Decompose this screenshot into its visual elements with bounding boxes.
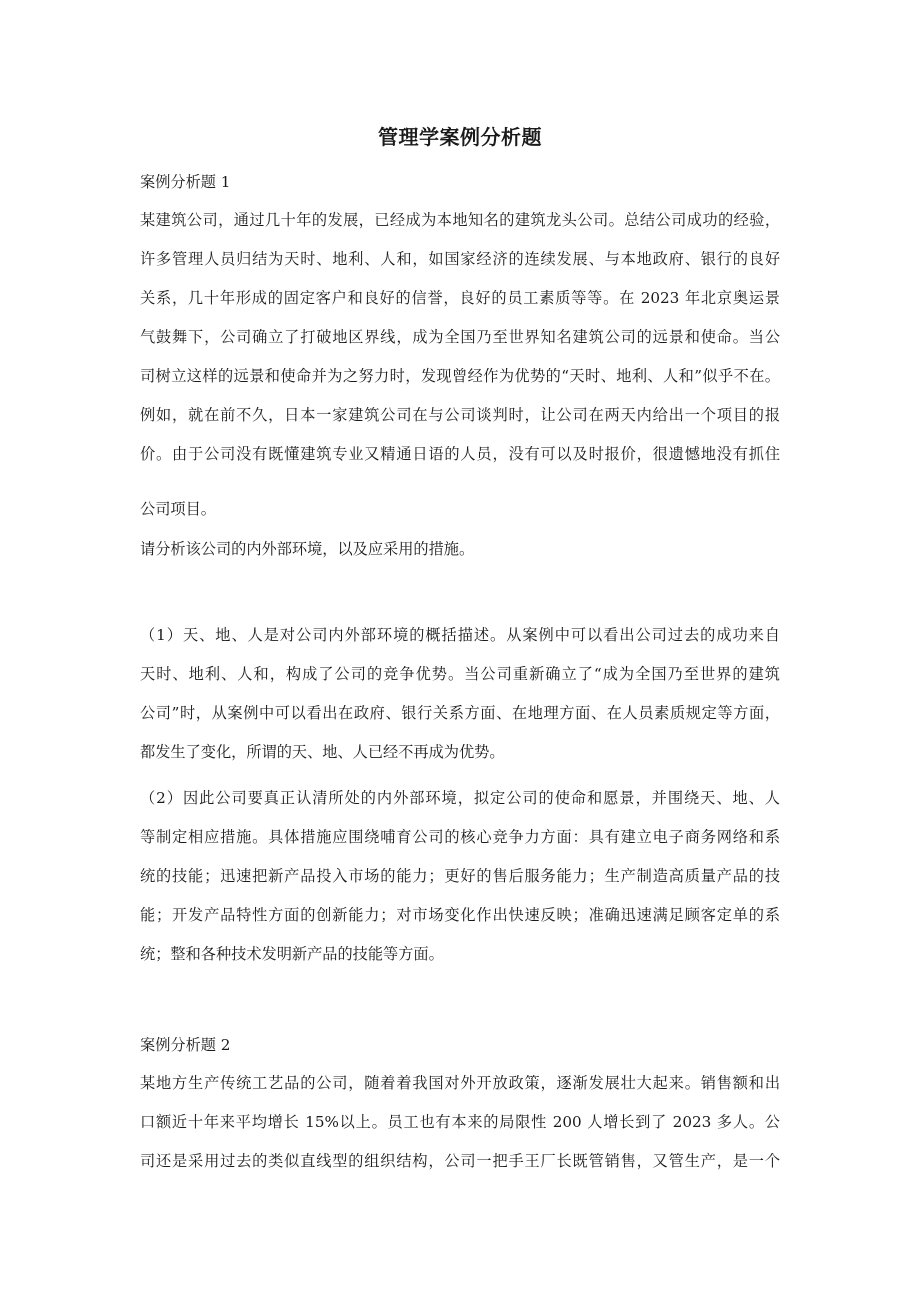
case1-paragraph-line: 气鼓舞下，公司确立了打破地区界线，成为全国乃至世界知名建筑公司的远景和使命。当公 xyxy=(140,328,780,346)
answer2-line: （2）因此公司要真正认清所处的内外部环境，拟定公司的使命和愿景，并围绕天、地、人 xyxy=(140,789,780,807)
answer2-line: 能；开发产品特性方面的创新能力；对市场变化作出快速反映；准确迅速满足顾客定单的系 xyxy=(140,906,780,924)
case1-heading: 案例分析题 1 xyxy=(140,173,231,191)
answer1-line: （1）天、地、人是对公司内外部环境的概括描述。从案例中可以看出公司过去的成功来自 xyxy=(140,626,780,644)
case1-paragraph-line: 价。由于公司没有既懂建筑专业又精通日语的人员，没有可以及时报价，很遗憾地没有抓住 xyxy=(140,445,780,463)
answer2-line: 统的技能；迅速把新产品投入市场的能力；更好的售后服务能力；生产制造高质量产品的技 xyxy=(140,867,780,885)
page-title: 管理学案例分析题 xyxy=(378,125,542,149)
case1-paragraph-line: 许多管理人员归结为天时、地利、人和，如国家经济的连续发展、与本地政府、银行的良好 xyxy=(140,250,780,268)
case2-paragraph-line: 某地方生产传统工艺品的公司，随着着我国对外开放政策，逐渐发展壮大起来。销售额和出 xyxy=(140,1074,780,1092)
case1-paragraph-line: 某建筑公司，通过几十年的发展，已经成为本地知名的建筑龙头公司。总结公司成功的经验， xyxy=(140,211,780,229)
case2-paragraph-line: 司还是采用过去的类似直线型的组织结构，公司一把手王厂长既管销售，又管生产，是一个 xyxy=(140,1152,780,1170)
answer1-line: 公司”时，从案例中可以看出在政府、银行关系方面、在地理方面、在人员素质规定等方面， xyxy=(140,704,780,722)
case1-paragraph-line: 例如，就在前不久，日本一家建筑公司在与公司谈判时，让公司在两天内给出一个项目的报 xyxy=(140,406,780,424)
case1-paragraph-line: 司树立这样的远景和使命并为之努力时，发现曾经作为优势的“天时、地利、人和”似乎不在。 xyxy=(140,367,780,385)
answer2-line: 统；整和各种技术发明新产品的技能等方面。 xyxy=(140,945,444,963)
answer1-line: 都发生了变化，所谓的天、地、人已经不再成为优势。 xyxy=(140,743,505,761)
case1-paragraph-line: 关系，几十年形成的固定客户和良好的信誉，良好的员工素质等等。在 2023 年北京奥运景 xyxy=(140,289,780,307)
case1-question: 请分析该公司的内外部环境，以及应采用的措施。 xyxy=(140,540,475,558)
answer2-line: 等制定相应措施。具体措施应围绕哺育公司的核心竞争力方面：具有建立电子商务网络和系 xyxy=(140,828,780,846)
case2-heading: 案例分析题 2 xyxy=(140,1036,231,1054)
answer1-line: 天时、地利、人和，构成了公司的竞争优势。当公司重新确立了“成为全国乃至世界的建筑 xyxy=(140,665,780,683)
case2-paragraph-line: 口额近十年来平均增长 15%以上。员工也有本来的局限性 200 人增长到了 2023 多人。公 xyxy=(140,1113,780,1131)
case1-paragraph-line: 公司项目。 xyxy=(140,500,216,518)
